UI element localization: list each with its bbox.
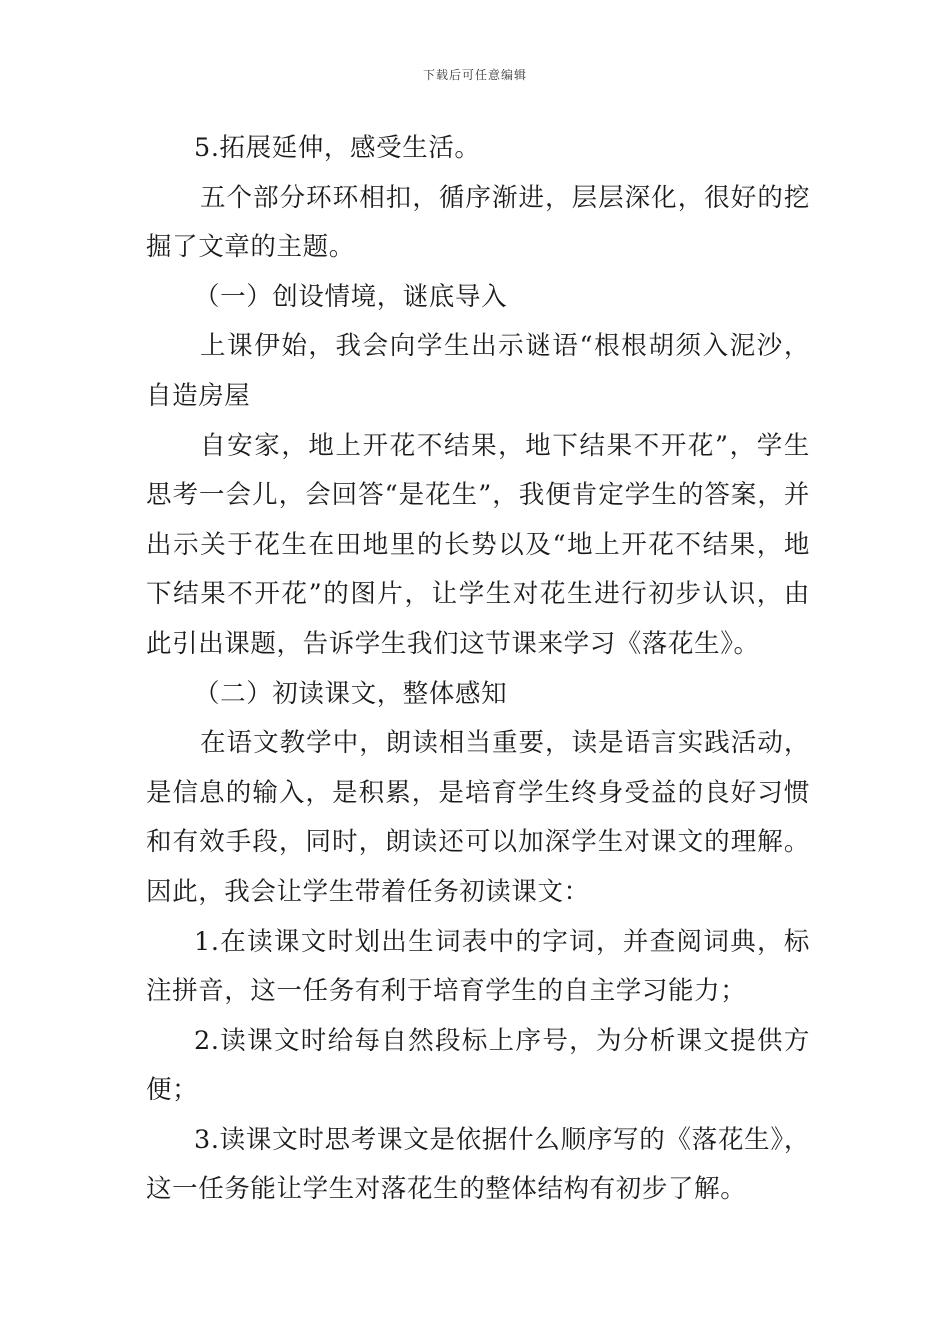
document-body: [146, 124, 810, 1215]
section-heading-1: （一）创设情境，谜底导入: [194, 281, 508, 312]
paragraph-extension: 5.拓展延伸，感受生活。: [194, 133, 481, 163]
paragraph-riddle-intro: 上课伊始，我会向学生出示谜语“根根胡须入泥沙，自造房屋: [146, 331, 810, 411]
task-item-3: 3.读课文时思考课文是依据什么顺序写的《落花生》，这一任务能让学生对落花生的整体结构有初步了解。: [146, 1124, 810, 1205]
section-heading-2: （二）初读课文，整体感知: [194, 678, 508, 709]
task-item-2: 2.读课文时给每自然段标上序号，为分析课文提供方便；: [146, 1025, 810, 1106]
paragraph-summary: 五个部分环环相扣，循序渐进，层层深化，很好的挖掘了文章的主题。: [146, 182, 810, 263]
paragraph-reading: 在语文教学中，朗读相当重要，读是语言实践活动，是信息的输入，是积累，是培育学生终身受益的良好习惯和有效手段，同时，朗读还可以加深学生对课文的理解。因此，我会让学生带着任务初读课文：: [146, 728, 810, 907]
paragraph-riddle-answer: 自安家，地上开花不结果，地下结果不开花”，学生思考一会儿，会回答“是花生”，我便肯定学生的答案，并出示关于花生在田地里的长势以及“地上开花不结果，地下结果不开花”的图片，让学生对花生进行初步认识，由此引出课题，告诉学生我们这节课来学习《落花生》。: [146, 430, 810, 659]
page-header-note: 下载后可任意编辑: [422, 68, 527, 82]
task-item-1: 1.在读课文时划出生词表中的字词，并查阅词典，标注拼音，这一任务有利于培育学生的自主学习能力；: [146, 926, 810, 1007]
